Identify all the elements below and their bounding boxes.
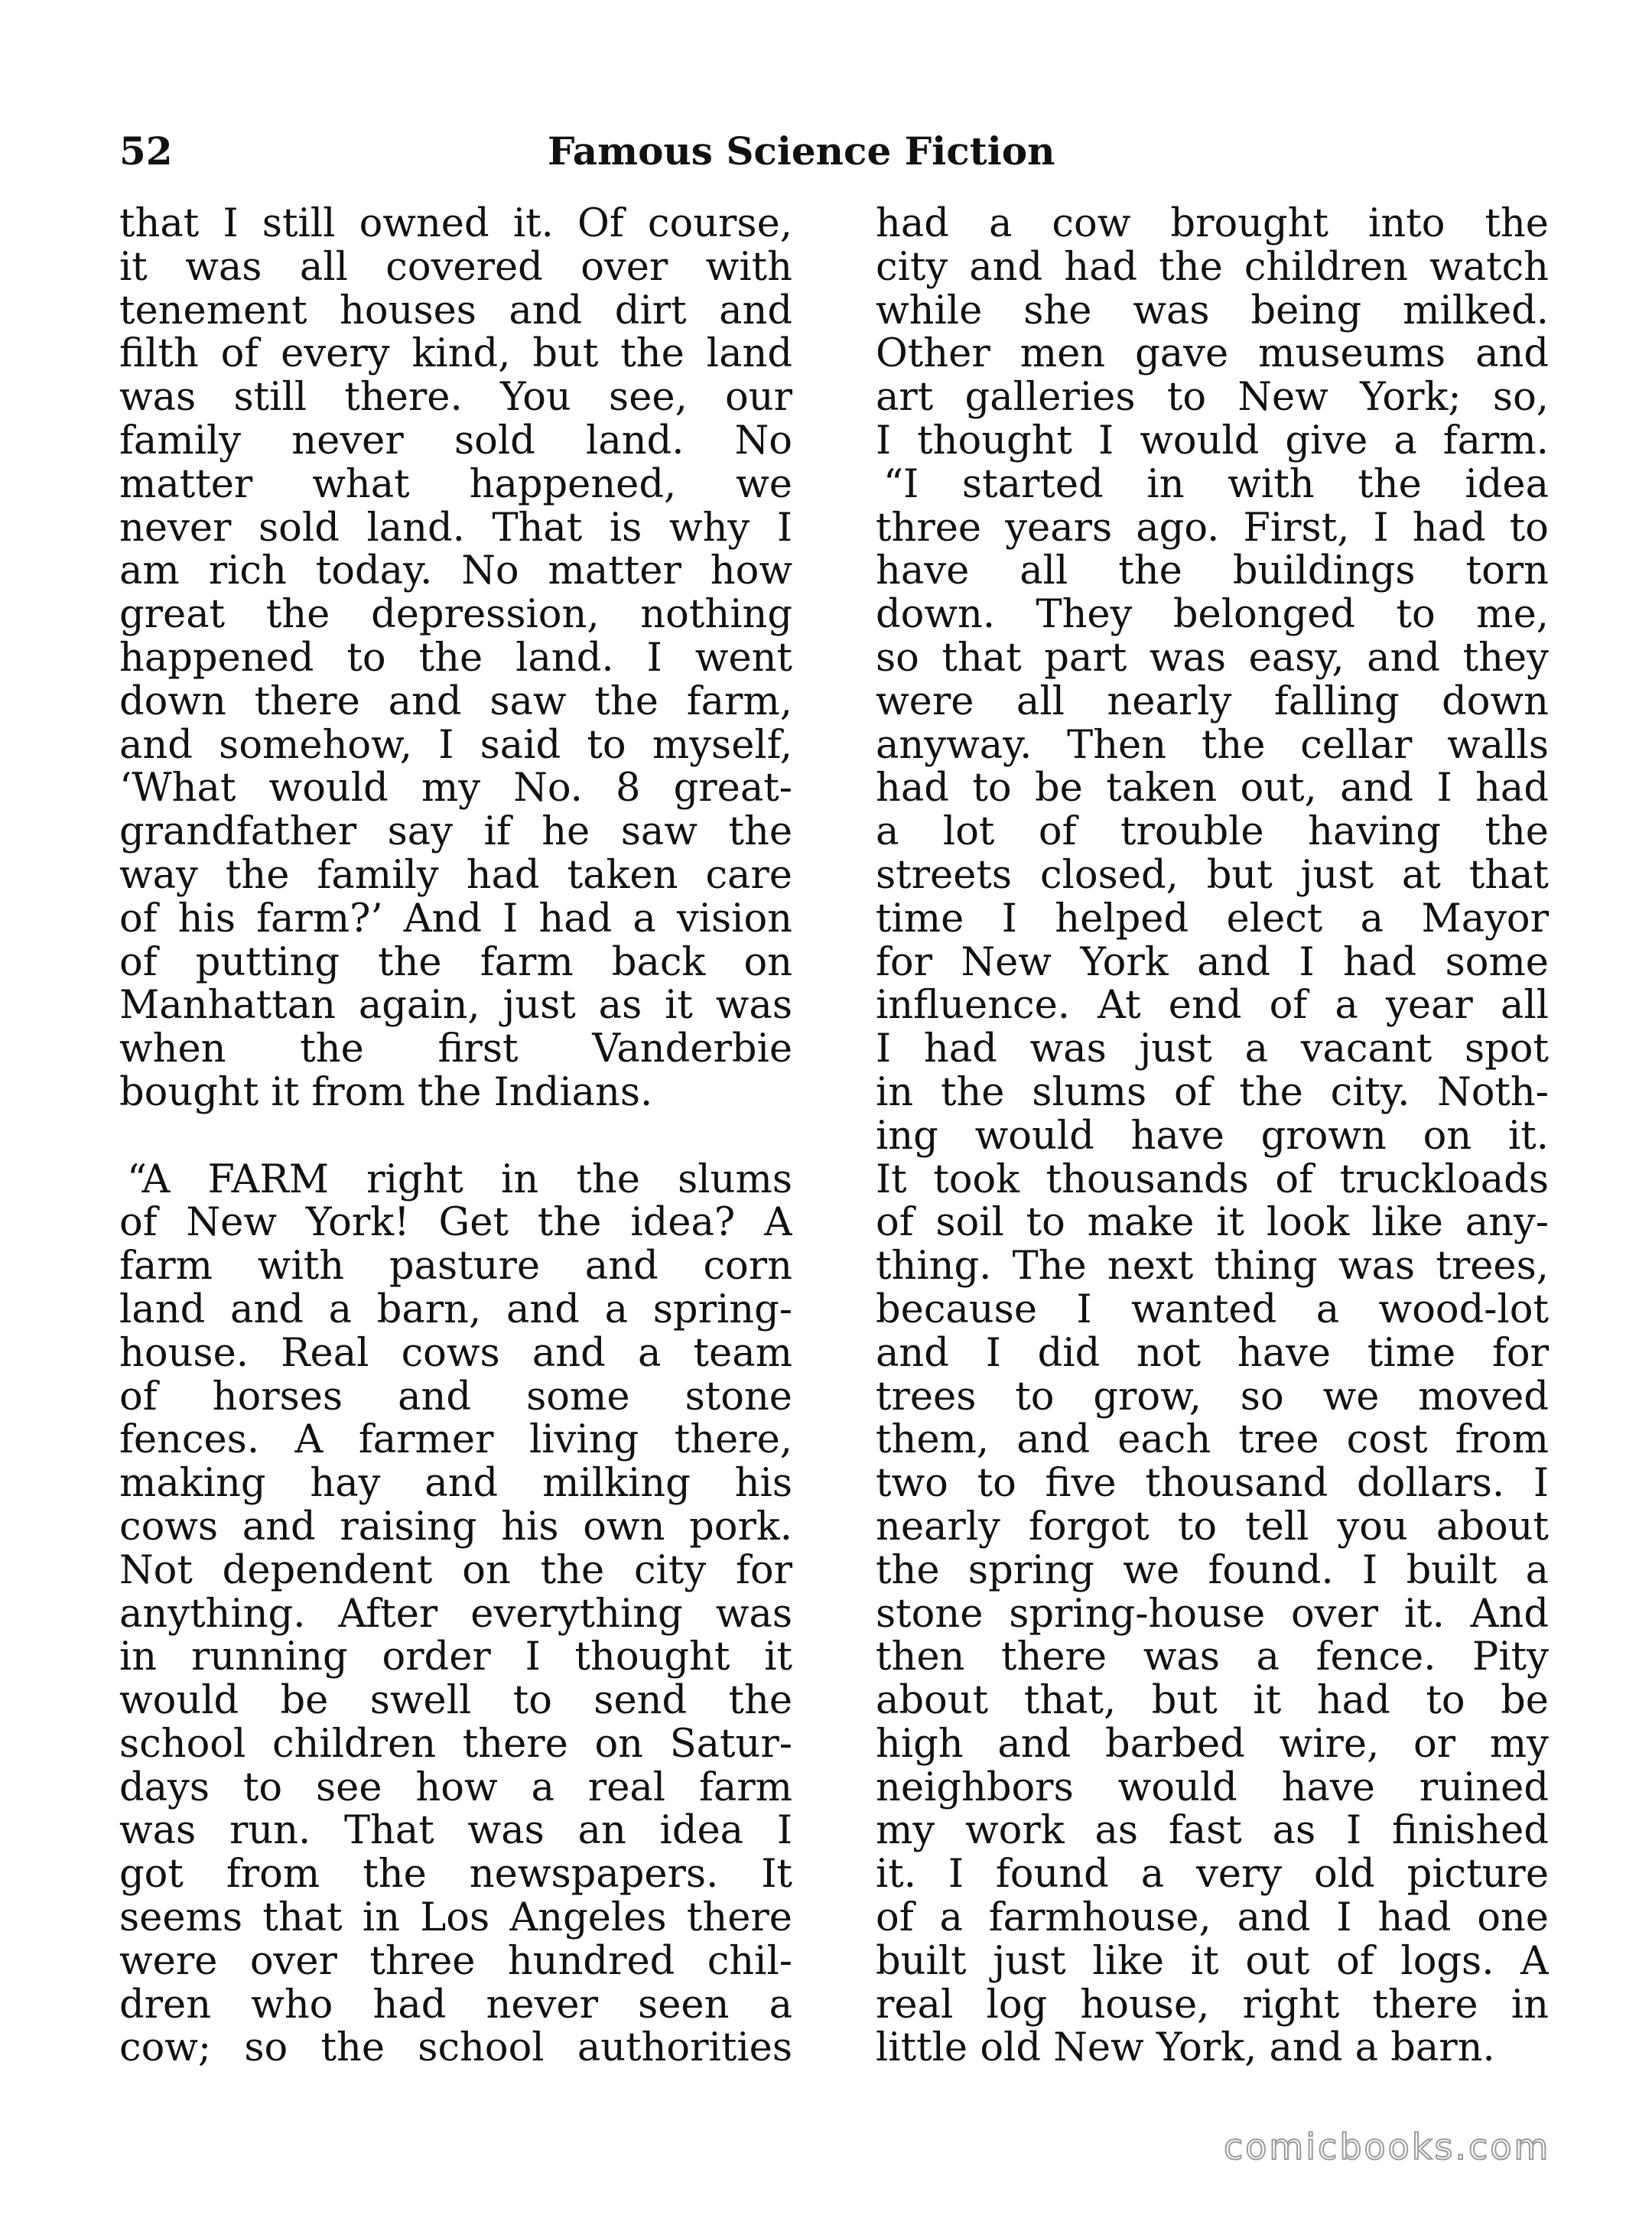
text-line: when the first Vanderbie — [119, 1028, 792, 1072]
text-line: family never sold land. No — [119, 419, 792, 463]
text-line: matter what happened, we — [119, 463, 792, 507]
text-line: Manhattan again, just as it was — [119, 984, 792, 1029]
text-line: bought it from the Indians. — [119, 1071, 653, 1115]
text-line: neighbors would have ruined — [876, 1766, 1549, 1810]
text-line: that I still owned it. Of course, — [119, 203, 792, 246]
text-line: it. I found a very old picture — [876, 1853, 1549, 1898]
text-line: because I wanted a wood-lot — [876, 1288, 1549, 1332]
text-line: cows and raising his own pork. — [119, 1505, 792, 1550]
text-line: of his farm?’ And I had a vision — [119, 897, 792, 942]
text-line: influence. At end of a year all — [876, 984, 1549, 1029]
text-line: house. Real cows and a team — [119, 1332, 792, 1376]
text-line: a lot of trouble having the — [876, 811, 1549, 854]
text-line: time I helped elect a Mayor — [876, 897, 1549, 942]
text-line: two to five thousand dollars. I — [876, 1462, 1549, 1506]
text-line: Not dependent on the city for — [119, 1549, 792, 1593]
text-line: anything. After everything was — [119, 1592, 792, 1637]
text-line: streets closed, but just at that — [876, 854, 1549, 898]
right-text-column — [876, 203, 1549, 2070]
paragraph-gap — [119, 1115, 792, 1159]
text-line: three years ago. First, I had to — [876, 506, 1549, 551]
text-line: had a cow brought into the — [876, 203, 1549, 246]
text-line: am rich today. No matter how — [119, 550, 792, 594]
left-text-column — [119, 203, 792, 2070]
text-line: seems that in Los Angeles there — [119, 1897, 792, 1940]
text-line: Other men gave museums and — [876, 333, 1549, 377]
text-line: way the family had taken care — [119, 854, 792, 898]
text-line: anyway. Then the cellar walls — [876, 724, 1549, 768]
text-line: it was all covered over with — [119, 246, 792, 290]
text-line: dren who had never seen a — [119, 1983, 792, 2028]
text-line: down. They belonged to me, — [876, 594, 1549, 637]
text-line: them, and each tree cost from — [876, 1419, 1549, 1463]
text-line: then there was a fence. Pity — [876, 1636, 1549, 1680]
page-number: 52 — [119, 128, 173, 174]
running-title: Famous Science Fiction — [548, 128, 1055, 174]
text-line: I thought I would give a farm. — [876, 419, 1549, 463]
text-line: fences. A farmer living there, — [119, 1419, 792, 1463]
text-line: in the slums of the city. Noth- — [876, 1071, 1549, 1115]
text-line: down there and saw the farm, — [119, 680, 792, 724]
text-line: were over three hundred chil- — [119, 1940, 792, 1984]
text-line: in running order I thought it — [119, 1636, 792, 1680]
text-line: about that, but it had to be — [876, 1680, 1549, 1723]
text-line: cow; so the school authorities — [119, 2027, 792, 2071]
text-line: land and a barn, and a spring- — [119, 1288, 792, 1332]
text-line: It took thousands of truckloads — [876, 1158, 1549, 1202]
text-line: great the depression, nothing — [119, 594, 792, 637]
text-line: making hay and milking his — [119, 1462, 792, 1506]
text-line: of soil to make it look like any- — [876, 1202, 1549, 1246]
text-line: while she was being milked. — [876, 289, 1549, 333]
text-line: grandfather say if he saw the — [119, 811, 792, 854]
text-line: days to see how a real farm — [119, 1766, 792, 1810]
text-line: real log house, right there in — [876, 1983, 1549, 2028]
text-line: built just like it out of logs. A — [876, 1940, 1549, 1984]
text-line: farm with pasture and corn — [119, 1245, 792, 1289]
text-line: the spring we found. I built a — [876, 1549, 1549, 1593]
text-line: tenement houses and dirt and — [119, 289, 792, 333]
page-header — [119, 121, 1550, 182]
text-line: ‘What would my No. 8 great- — [119, 767, 792, 811]
text-line: and I did not have time for — [876, 1332, 1549, 1376]
text-line: little old New York, and a barn. — [876, 2027, 1495, 2071]
text-line: was still there. You see, our — [119, 376, 792, 420]
text-line: never sold land. That is why I — [119, 506, 792, 551]
text-line: high and barbed wire, or my — [876, 1722, 1549, 1767]
text-line: I had was just a vacant spot — [876, 1028, 1549, 1072]
text-line: art galleries to New York; so, — [876, 376, 1549, 420]
text-line: had to be taken out, and I had — [876, 767, 1549, 811]
text-line: thing. The next thing was trees, — [876, 1245, 1549, 1289]
text-line: were all nearly falling down — [876, 680, 1549, 724]
text-line: of a farmhouse, and I had one — [876, 1897, 1549, 1940]
text-line: of horses and some stone — [119, 1375, 792, 1420]
text-line: happened to the land. I went — [119, 636, 792, 681]
text-line: would be swell to send the — [119, 1680, 792, 1723]
text-line: filth of every kind, but the land — [119, 333, 792, 377]
text-line: stone spring-house over it. And — [876, 1592, 1549, 1637]
text-line: got from the newspapers. It — [119, 1853, 792, 1898]
watermark-logo: comicbooks.com — [1224, 2126, 1551, 2168]
text-line: nearly forgot to tell you about — [876, 1505, 1549, 1550]
text-line: school children there on Satur- — [119, 1722, 792, 1767]
text-line: and somehow, I said to myself, — [119, 724, 792, 768]
text-line: “I started in with the idea — [883, 463, 1549, 507]
text-line: was run. That was an idea I — [119, 1810, 792, 1854]
text-line: trees to grow, so we moved — [876, 1375, 1549, 1420]
text-line: have all the buildings torn — [876, 550, 1549, 594]
text-line: “A FARM right in the slums — [127, 1158, 792, 1202]
text-line: ing would have grown on it. — [876, 1114, 1549, 1159]
text-line: so that part was easy, and they — [876, 636, 1549, 681]
text-line: my work as fast as I finished — [876, 1810, 1549, 1854]
text-line: of putting the farm back on — [119, 941, 792, 985]
text-line: city and had the children watch — [876, 246, 1549, 290]
text-line: of New York! Get the idea? A — [119, 1202, 792, 1246]
text-line: for New York and I had some — [876, 941, 1549, 985]
